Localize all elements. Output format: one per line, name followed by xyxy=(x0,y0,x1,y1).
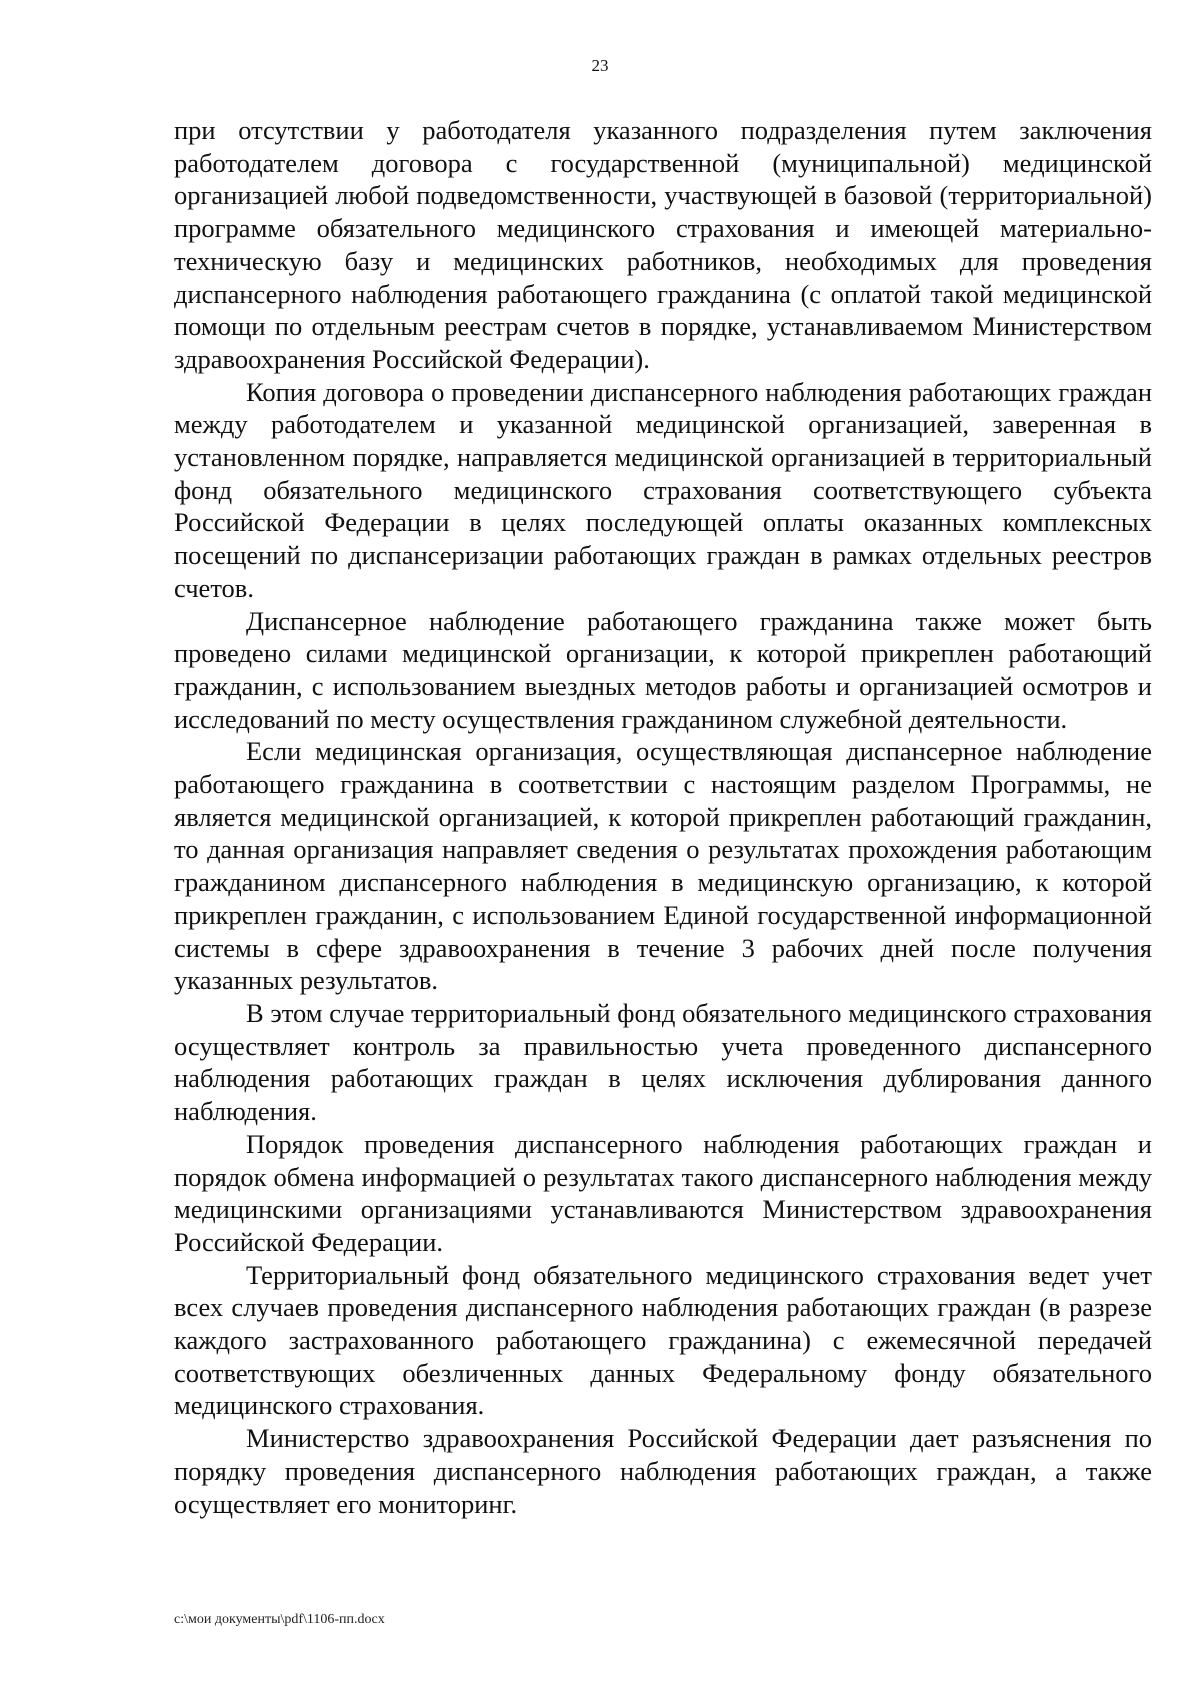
paragraph-attached-organization: Диспансерное наблюдение работающего гражданина также может быть проведено силами медицинской организации, к которой прикреплен работающий гражданин, с использованием выездных методов работы и организацией осмотров и исследований по месту осуществления гражданином служебной деятельности. xyxy=(174,605,1152,734)
paragraph-fund-control: В этом случае территориальный фонд обязательного медицинского страхования осуществляет контроль за правильностью учета проведенного диспансерного наблюдения работающих граждан в целях исключения дублирования данного наблюдения. xyxy=(174,997,1152,1127)
paragraph-ministry-monitoring: Министерство здравоохранения Российской Федерации дает разъяснения по порядку проведения диспансерного наблюдения работающих граждан, а также осуществляет его мониторинг. xyxy=(174,1423,1152,1519)
paragraph-continued: при отсутствии у работодателя указанного подразделения путем заключения работодателем договора с государственной (муниципальной) медицинской организацией любой подведомственности, участвующей в базовой (территориальной) программе обязательного медицинского страхования и имеющей материально-техническую базу и медицинских работников, необходимых для проведения диспансерного наблюдения работающего гражданина (с оплатой такой медицинской помощи по отдельным реестрам счетов в порядке, устанавливаемом Министерством здравоохранения Российской Федерации). xyxy=(174,115,1152,374)
paragraph-procedure: Порядок проведения диспансерного наблюдения работающих граждан и порядок обмена информацией о результатах такого диспансерного наблюдения между медицинскими организациями устанавливаются Министерством здравоохранения Российской Федерации. xyxy=(174,1128,1152,1257)
page-number: 23 xyxy=(591,56,609,75)
paragraph-fund-accounting: Территориальный фонд обязательного медицинского страхования ведет учет всех случаев проведения диспансерного наблюдения работающих граждан (в разрезе каждого застрахованного работающего гражданина) с ежемесячной передачей соответствующих обезличенных данных Федеральному фонду обязательного медицинского страхования. xyxy=(174,1259,1152,1421)
footer-file-path: c:\мои документы\pdf\1106-пп.docx xyxy=(174,1612,385,1627)
paragraph-contract-copy: Копия договора о проведении диспансерного наблюдения работающих граждан между работодателем и указанной медицинской организацией, заверенная в установленном порядке, направляется медицинской организацией в территориальный фонд обязательного медицинского страхования соответствующего субъекта Российской Федерации в целях последующей оплаты оказанных комплексных посещений по диспансеризации работающих граждан в рамках отдельных реестров счетов. xyxy=(174,376,1152,603)
document-body xyxy=(174,114,1152,1520)
paragraph-results-transfer: Если медицинская организация, осуществляющая диспансерное наблюдение работающего гражданина в соответствии с настоящим разделом Программы, не является медицинской организацией, к которой прикреплен работающий гражданин, то данная организация направляет сведения о результатах прохождения работающим гражданином диспансерного наблюдения в медицинскую организацию, к которой прикреплен гражданин, с использованием Единой государственной информационной системы в сфере здравоохранения в течение 3 рабочих дней после получения указанных результатов. xyxy=(174,736,1152,996)
